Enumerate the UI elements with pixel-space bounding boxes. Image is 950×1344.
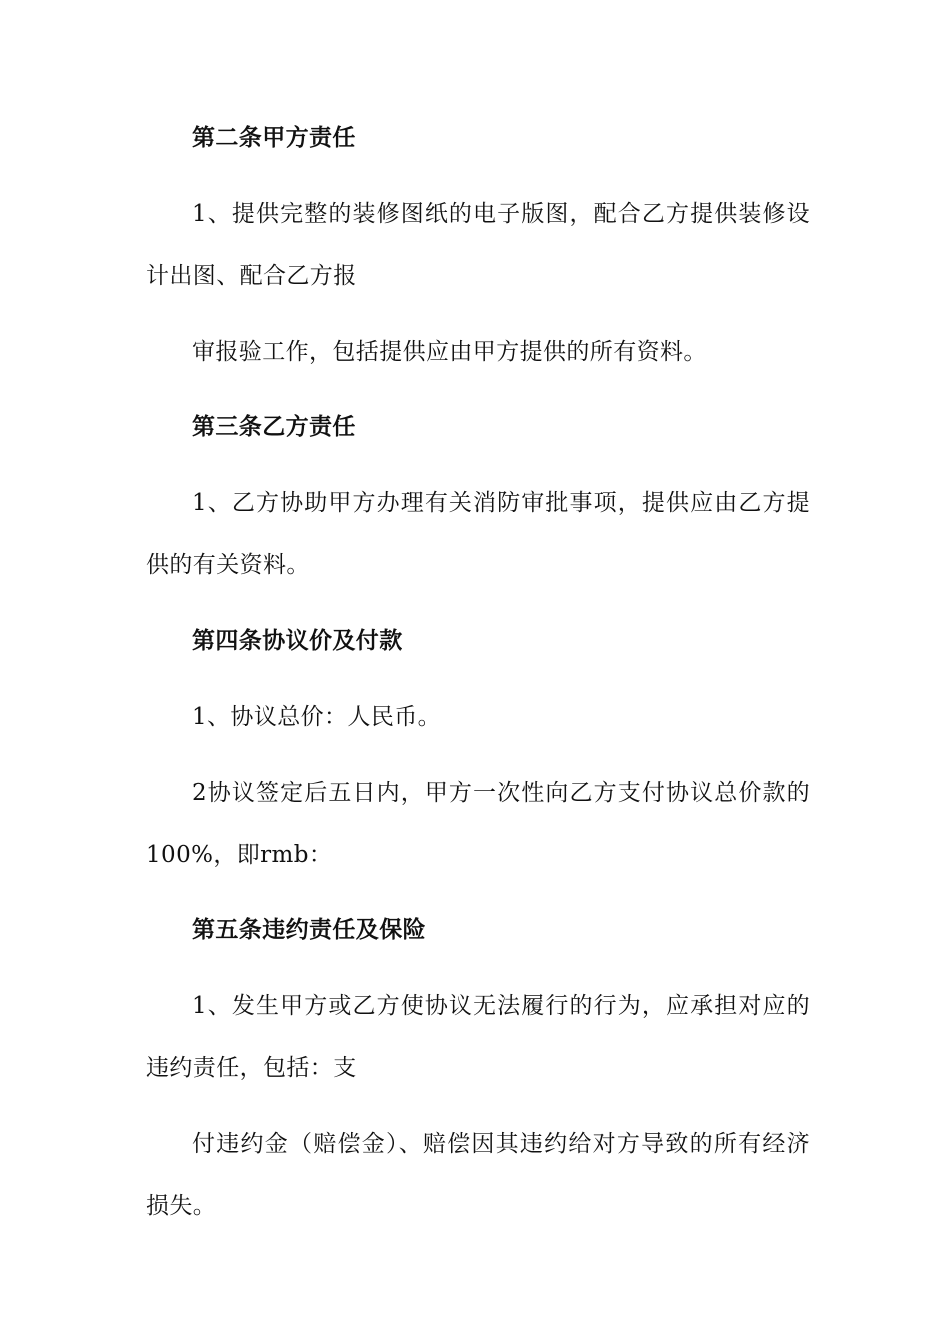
section-heading-2: 第二条甲方责任: [192, 125, 356, 151]
paragraph-2-1: 1、提供完整的装修图纸的电子版图，配合乙方提供装修设计出图、配合乙方报: [146, 201, 810, 289]
section-heading-5: 第五条违约责任及保险: [192, 917, 426, 943]
paragraph-3-1: 1、乙方协助甲方办理有关消防审批事项，提供应由乙方提供的有关资料。: [146, 490, 810, 578]
paragraph-5-1: 1、发生甲方或乙方使协议无法履行的行为，应承担对应的违约责任，包括：支: [146, 993, 810, 1081]
paragraph-5-1-cont: 付违约金（赔偿金）、赔偿因其违约给对方导致的所有经济损失。: [146, 1131, 810, 1219]
section-heading-4: 第四条协议价及付款: [192, 628, 403, 654]
paragraph-2-1-cont: 审报验工作，包括提供应由甲方提供的所有资料。: [192, 339, 707, 365]
paragraph-4-2: 2协议签定后五日内，甲方一次性向乙方支付协议总价款的100%，即rmb：: [146, 780, 810, 868]
section-heading-3: 第三条乙方责任: [192, 414, 356, 440]
paragraph-4-1: 1、协议总价：人民币。: [192, 704, 442, 730]
